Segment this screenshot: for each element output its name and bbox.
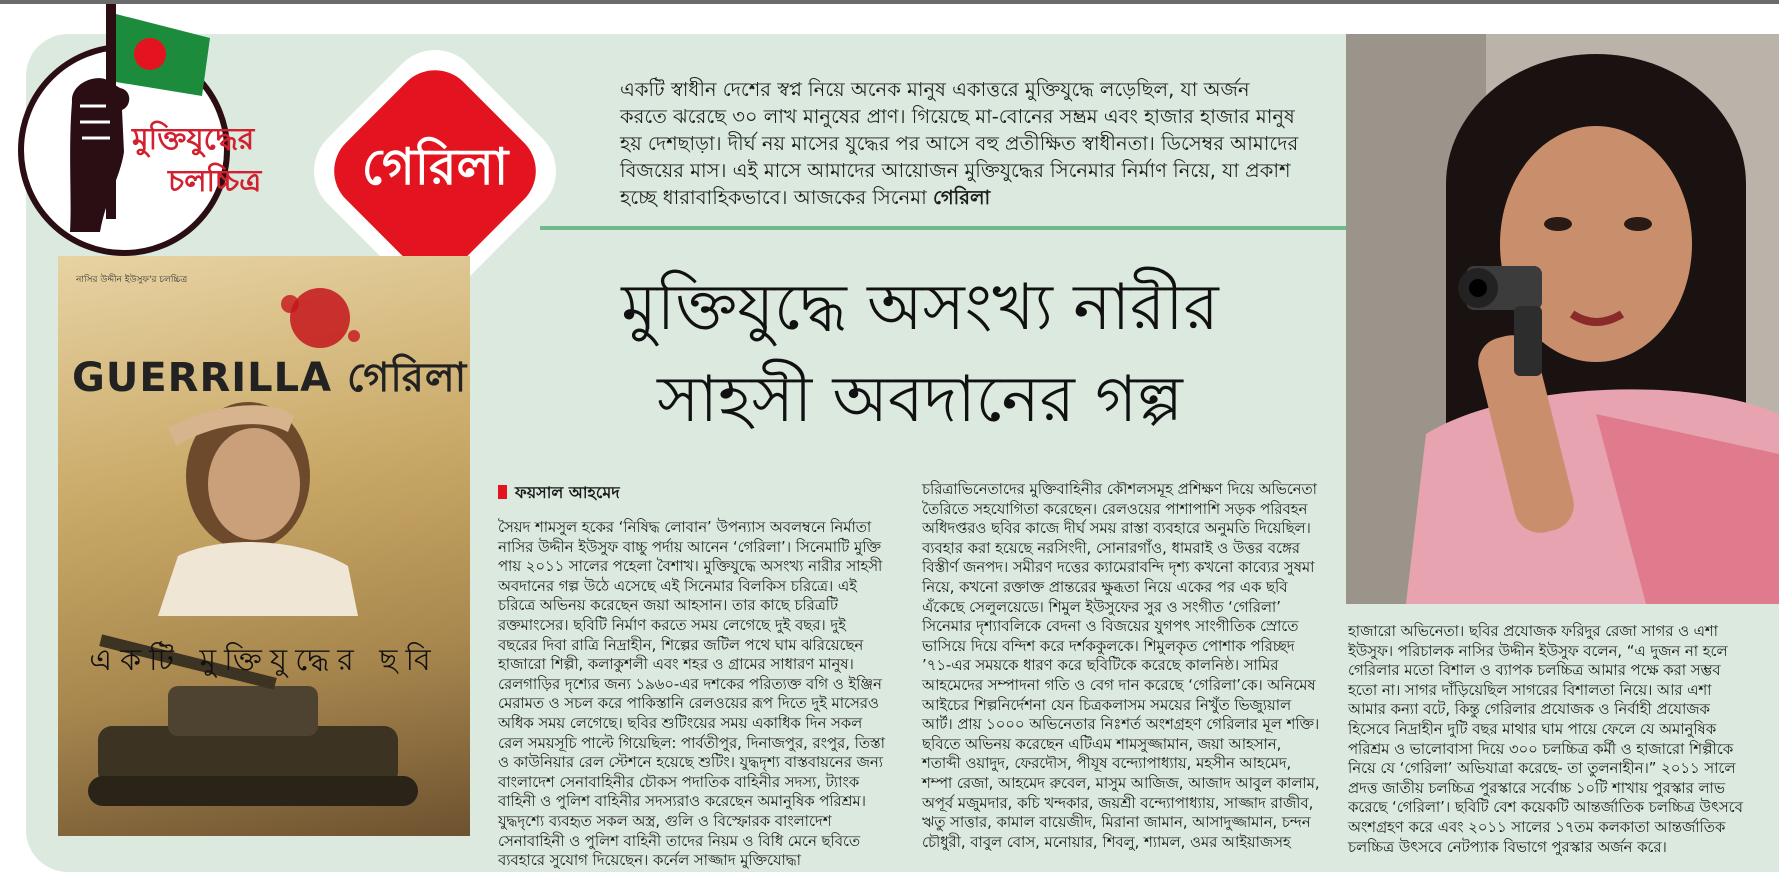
headline-line1: মুক্তিযুদ্ধে অসংখ্য নারীর	[621, 271, 1219, 345]
body-column-3: হাজারো অভিনেতা। ছবির প্রযোজক ফরিদুর রেজা সাগর ও এশা ইউসুফ। পরিচালক নাসির উদ্দীন ইউসুফ বলেন, “এ দুজন না হলে গেরিলার মতো বিশাল ও ব্যাপক চলচ্চিত্র আমার পক্ষে করা সম্ভব হতো না। সাগর দাঁড়িয়েছিল সাগরের বিশালতা নিয়ে। আর এশা আমার কন্যা বটে, কিন্তু গেরিলার প্রযোজক ও নির্বাহী প্রযোজক হিসেবে নিদ্রাহীন দুটি বছর মাথার ঘাম পায়ে ফেলে যে অমানুষিক পরিশ্রম ও ভালোবাসা দিয়ে ৩০০ চলচ্চিত্র কর্মী ও হাজারো শিল্পীকে নিয়ে যে ‘গেরিলা’ অভিযাত্রা করেছে- তা তুলনাহীন।” ২০১১ সালে প্রদত্ত জাতীয় চলচ্চিত্র পুরস্কারে সর্বোচ্চ ১০টি শাখায় পুরস্কার লাভ করেছে ‘গেরিলা’। ছবিটি বেশ কয়েকটি আন্তর্জাতিক চলচ্চিত্র উৎসবে অংশগ্রহণ করে এবং ২০১১ সালের ১৭তম কলকাতা আন্তর্জাতিক চলচ্চিত্র উৎসবে নেটপ্যাক বিভাগে পুরস্কার অর্জন করে।	[1348, 623, 1743, 856]
actress-photo	[1346, 34, 1779, 604]
actress-with-pistol-illustration	[1346, 34, 1779, 604]
body-column-1: সৈয়দ শামসুল হকের ‘নিষিদ্ধ লোবান’ উপন্যাস অবলম্বনে নির্মাতা নাসির উদ্দীন ইউসুফ বাচ্চু পর্দায় আনেন ‘গেরিলা’। সিনেমাটি মুক্তি পায় ২০১১ সালের পহেলা বৈশাখ। মুক্তিযুদ্ধে অসংখ্য নারীর সাহসী অবদানের গল্প উঠে এসেছে এই সিনেমার বিলকিস চরিত্রে। এই চরিত্রে অভিনয় করেছেন জয়া আহসান। তার কাছে চরিত্রটি রক্তমাংসের। ছবিটি নির্মাণ করতে সময় লেগেছে দুই বছর। দুই বছরের দিবা রাত্রি নিদ্রাহীন, শিল্পের জটিল পথে ঘাম ঝরিয়েছেন হাজারো শিল্পী, কলাকুশলী এবং শহর ও গ্রামের সাধারণ মানুষ। রেলগাড়ির দৃশ্যের জন্য ১৯৬০-এর দশকের পরিত্যক্ত বগি ও ইঞ্জিন মেরামত ও সচল করে পাকিস্তানি রেলওয়ের রূপ দিতে দুই মাসেরও অধিক সময় লেগেছে। ছবির শুটিংয়ের সময় একাধিক দিন সকল রেল সময়সূচি পাল্টে গিয়েছিল: পার্বতীপুর, দিনাজপুর, রংপুর, তিস্তা ও কাউনিয়ার রেল স্টেশনে হয়েছে শুটিং। যুদ্ধদৃশ্য বাস্তবায়নের জন্য বাংলাদেশ সেনাবাহিনীর চৌকস পদাতিক বাহিনীর সদস্য, ট্যাংক বাহিনী ও পুলিশ বাহিনীর সদস্যরাও করেছেন অমানুষিক পরিশ্রম। যুদ্ধদৃশ্যে ব্যবহৃত সকল অস্ত্র, গুলি ও বিস্ফোরক বাংলাদেশ সেনাবাহিনী ও পুলিশ বাহিনী তাদের নিয়ম ও বিধি মেনে ছবিতে ব্যবহারে সুযোগ দিয়েছেন। কর্নেল সাজ্জাদ মুক্তিযোদ্ধা	[498, 519, 885, 870]
series-logo	[10, 2, 310, 252]
headline	[500, 262, 1340, 446]
poster-title: GUERRILLA গেরিলা	[72, 355, 468, 401]
poster-illustration	[58, 256, 470, 836]
poster-tagline: একটি মুক্তিযুদ্ধের ছবি	[89, 643, 439, 678]
author-name: ফয়সাল আহমেদ	[515, 483, 620, 502]
badge-label: গেরিলা	[361, 137, 509, 196]
intro-bold-title: গেরিলা	[932, 186, 991, 209]
film-poster	[58, 256, 470, 836]
intro-paragraph	[620, 76, 1300, 211]
logo-line1: মুক্তিযুদ্ধের	[132, 122, 255, 157]
divider-rule	[540, 226, 1346, 230]
byline-marker	[498, 485, 507, 499]
poster-credit: নাসির উদ্দীন ইউসুফ'র চলচ্চিত্র	[76, 275, 188, 285]
author-byline	[498, 480, 620, 507]
intro-text: একটি স্বাধীন দেশের স্বপ্ন নিয়ে অনেক মানুষ একাত্তরে মুক্তিযুদ্ধে লড়েছিল, যা অর্জন করতে ঝরেছে ৩০ লাখ মানুষের প্রাণ। গিয়েছে মা-বোনের সম্ভ্রম এবং হাজার হাজার মানুষ হয় দেশছাড়া। দীর্ঘ নয় মাসের যুদ্ধের পর আসে বহু প্রতীক্ষিত স্বাধীনতা। ডিসেম্বর আমাদের বিজয়ের মাস। এই মাসে আমাদের আয়োজন মুক্তিযুদ্ধের সিনেমার নির্মাণ নিয়ে, যা প্রকাশ হচ্ছে ধারাবাহিকভাবে। আজকের সিনেমা	[620, 78, 1299, 209]
body-column-2: চরিত্রাভিনেতাদের মুক্তিবাহিনীর কৌশলসমূহ প্রশিক্ষণ দিয়ে অভিনেতা তৈরিতে সহযোগিতা করেছেন। রেলওয়ের পাশাপাশি সড়ক পরিবহন অধিদপ্তরও ছবির কাজে দীর্ঘ সময় রাস্তা ব্যবহারে অনুমতি দিয়েছিল। ব্যবহার করা হয়েছে নরসিংদী, সোনারগাঁও, ধামরাই ও উত্তর বঙ্গের বিস্তীর্ণ জনপদ। সমীরণ দত্তের ক্যামেরাবন্দি দৃশ্য কখনো কাব্যের সুষমা নিয়ে, কখনো রক্তাক্ত প্রান্তরের ক্ষুব্ধতা নিয়ে একের পর এক ছবি এঁকেছে সেলুলয়েডে। শিমুল ইউসুফের সুর ও সংগীত ‘গেরিলা’ সিনেমার দৃশ্যাবলিকে বেদনা ও বিজয়ের যুগপৎ সাংগীতিক স্রোতে ভাসিয়ে দিয়ে বন্দিশ করে দর্শককুলকে। শিমুলকৃত পোশাক পরিচ্ছদ ’৭১-এর সময়কে ধারণ করে ছবিটিকে করেছে কালনিষ্ঠ। সামির আহমেদের সম্পাদনা গতি ও বেগ দান করেছে ‘গেরিলা’কে। অনিমেষ আইচের শিল্পনির্দেশনা যেন চিত্রকলাসম সময়ের নিখুঁত ভিজ্যুয়াল আর্ট। প্রায় ১০০০ অভিনেতার নিঃশর্ত অংশগ্রহণ গেরিলার মূল শক্তি। ছবিতে অভিনয় করেছেন এটিএম শামসুজ্জামান, জয়া আহসান, শতাব্দী ওয়াদুদ, ফেরদৌস, পীযূষ বন্দ্যোপাধ্যায়, মহসীন আহমেদ, শম্পা রেজা, আহমেদ রুবেল, মাসুম আজিজ, আজাদ আবুল কালাম, অপূর্ব মজুমদার, কচি খন্দকার, জয়শ্রী বন্দ্যোপাধ্যায়, সাজ্জাদ রাজীব, ঋতু সাত্তার, কামাল বায়েজীদ, মিরানা জামান, আসাদুজ্জামান, চন্দন চৌধুরী, বাবুল বোস, মনোয়ার, শিবলু, শ্যামল, ওমর আইয়াজসহ	[922, 481, 1320, 851]
headline-line2: সাহসী অবদানের গল্প	[657, 363, 1183, 437]
logo-line2: চলচ্চিত্র	[168, 164, 262, 199]
